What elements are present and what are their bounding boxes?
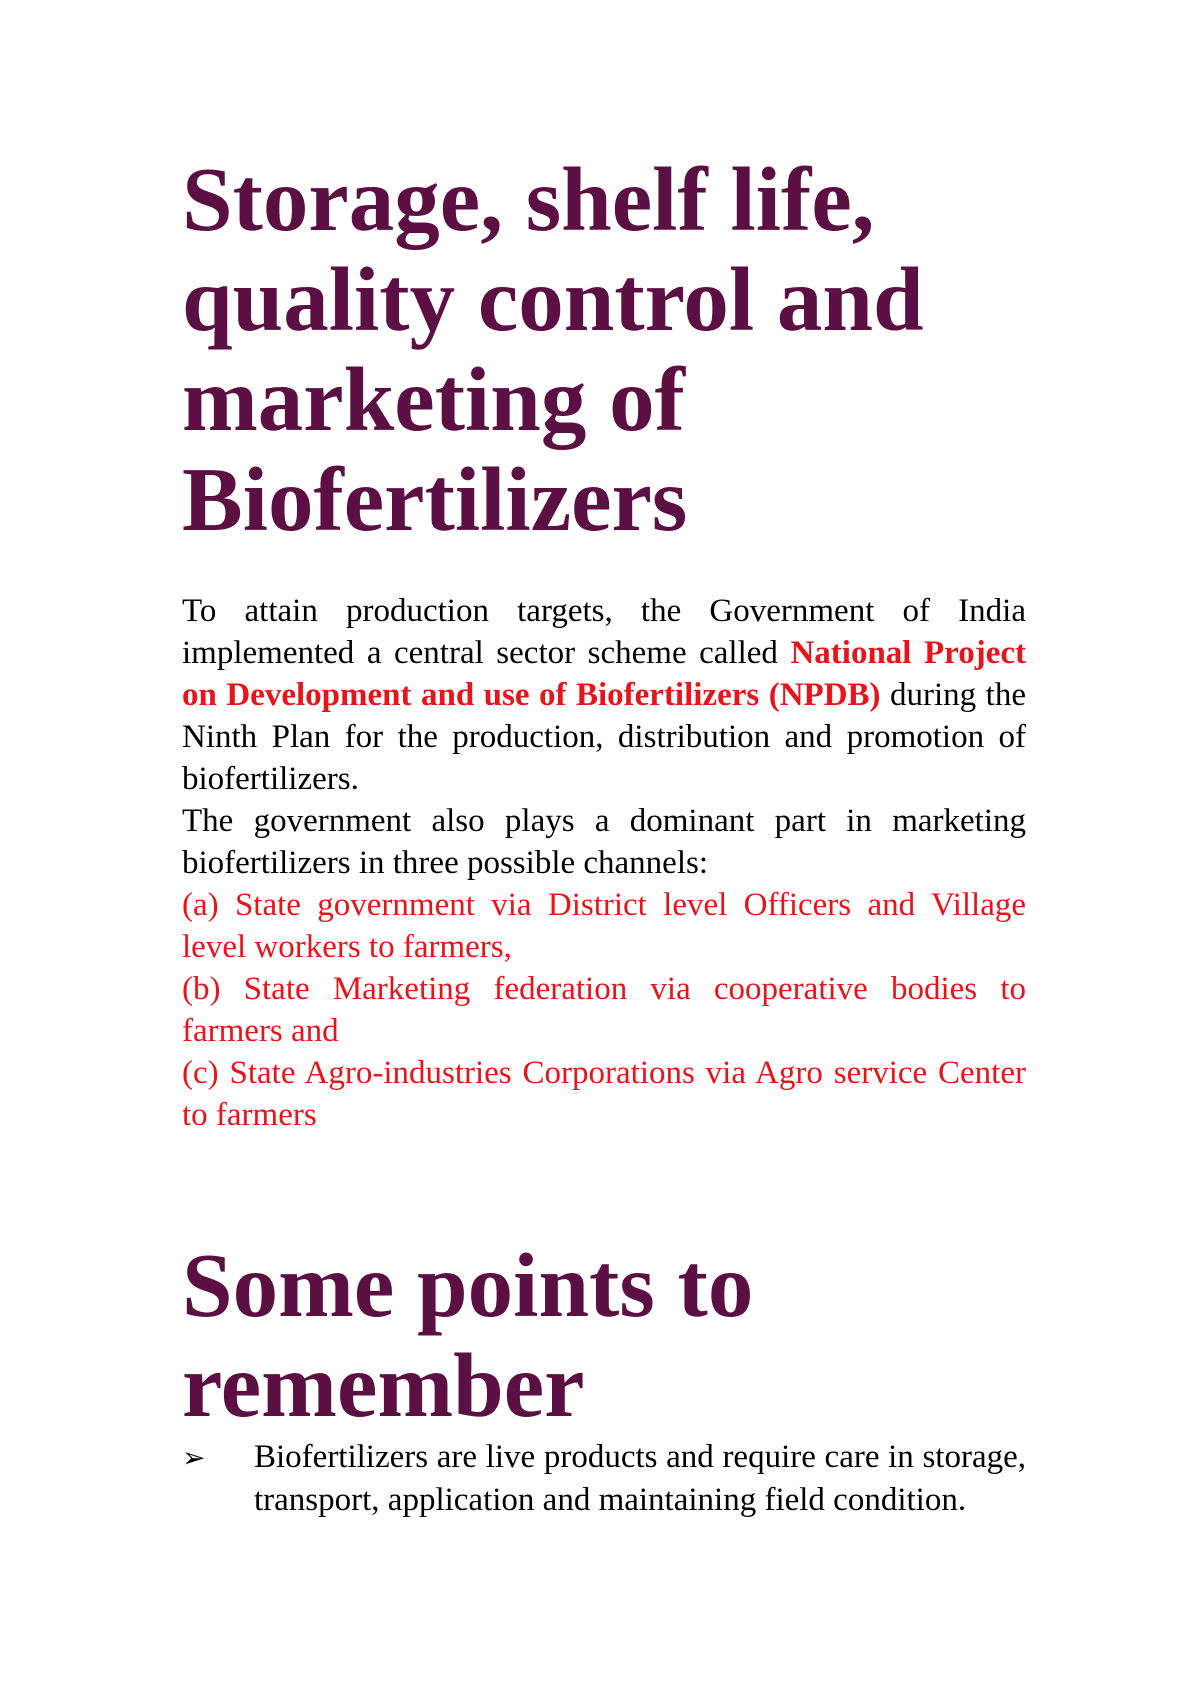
marketing-section — [182, 590, 1026, 1136]
intro-text-end: during the Ninth Plan for the production, distribution and promotion of biofertilizers. — [182, 677, 1026, 797]
section-heading-line: Some points to — [182, 1235, 754, 1336]
document-page — [182, 150, 1026, 1521]
channels-intro: The government also plays a dominant part in marketing biofertilizers in three possible channels: — [182, 803, 1026, 881]
title-line: marketing of — [182, 349, 685, 450]
intro-paragraph — [182, 590, 1026, 800]
points-list — [182, 1436, 1026, 1521]
title-line: quality control and — [182, 249, 924, 350]
list-item — [182, 1436, 1026, 1521]
title-line: Storage, shelf life, — [182, 149, 875, 250]
arrowhead-bullet-icon: ➢ — [182, 1441, 206, 1474]
channel-item: (c) State Agro-industries Corporations via Agro service Center to farmers — [182, 1055, 1026, 1133]
point-text: Biofertilizers are live products and require care in storage, transport, application and maintaining field condition. — [254, 1439, 1026, 1518]
section-heading — [182, 1236, 1026, 1436]
npdb-highlight: National Project on Development and use of Biofertilizers (NPDB) — [182, 635, 1026, 713]
section-heading-line: remember — [182, 1335, 585, 1436]
intro-text-start: To attain production targets, the Government of India implemented a central sector scheme called — [182, 593, 1026, 671]
channel-item: (a) State government via District level Officers and Village level workers to farmers, — [182, 887, 1026, 965]
title-line: Biofertilizers — [182, 449, 688, 550]
channel-item: (b) State Marketing federation via cooperative bodies to farmers and — [182, 971, 1026, 1049]
page-title — [182, 150, 1026, 550]
